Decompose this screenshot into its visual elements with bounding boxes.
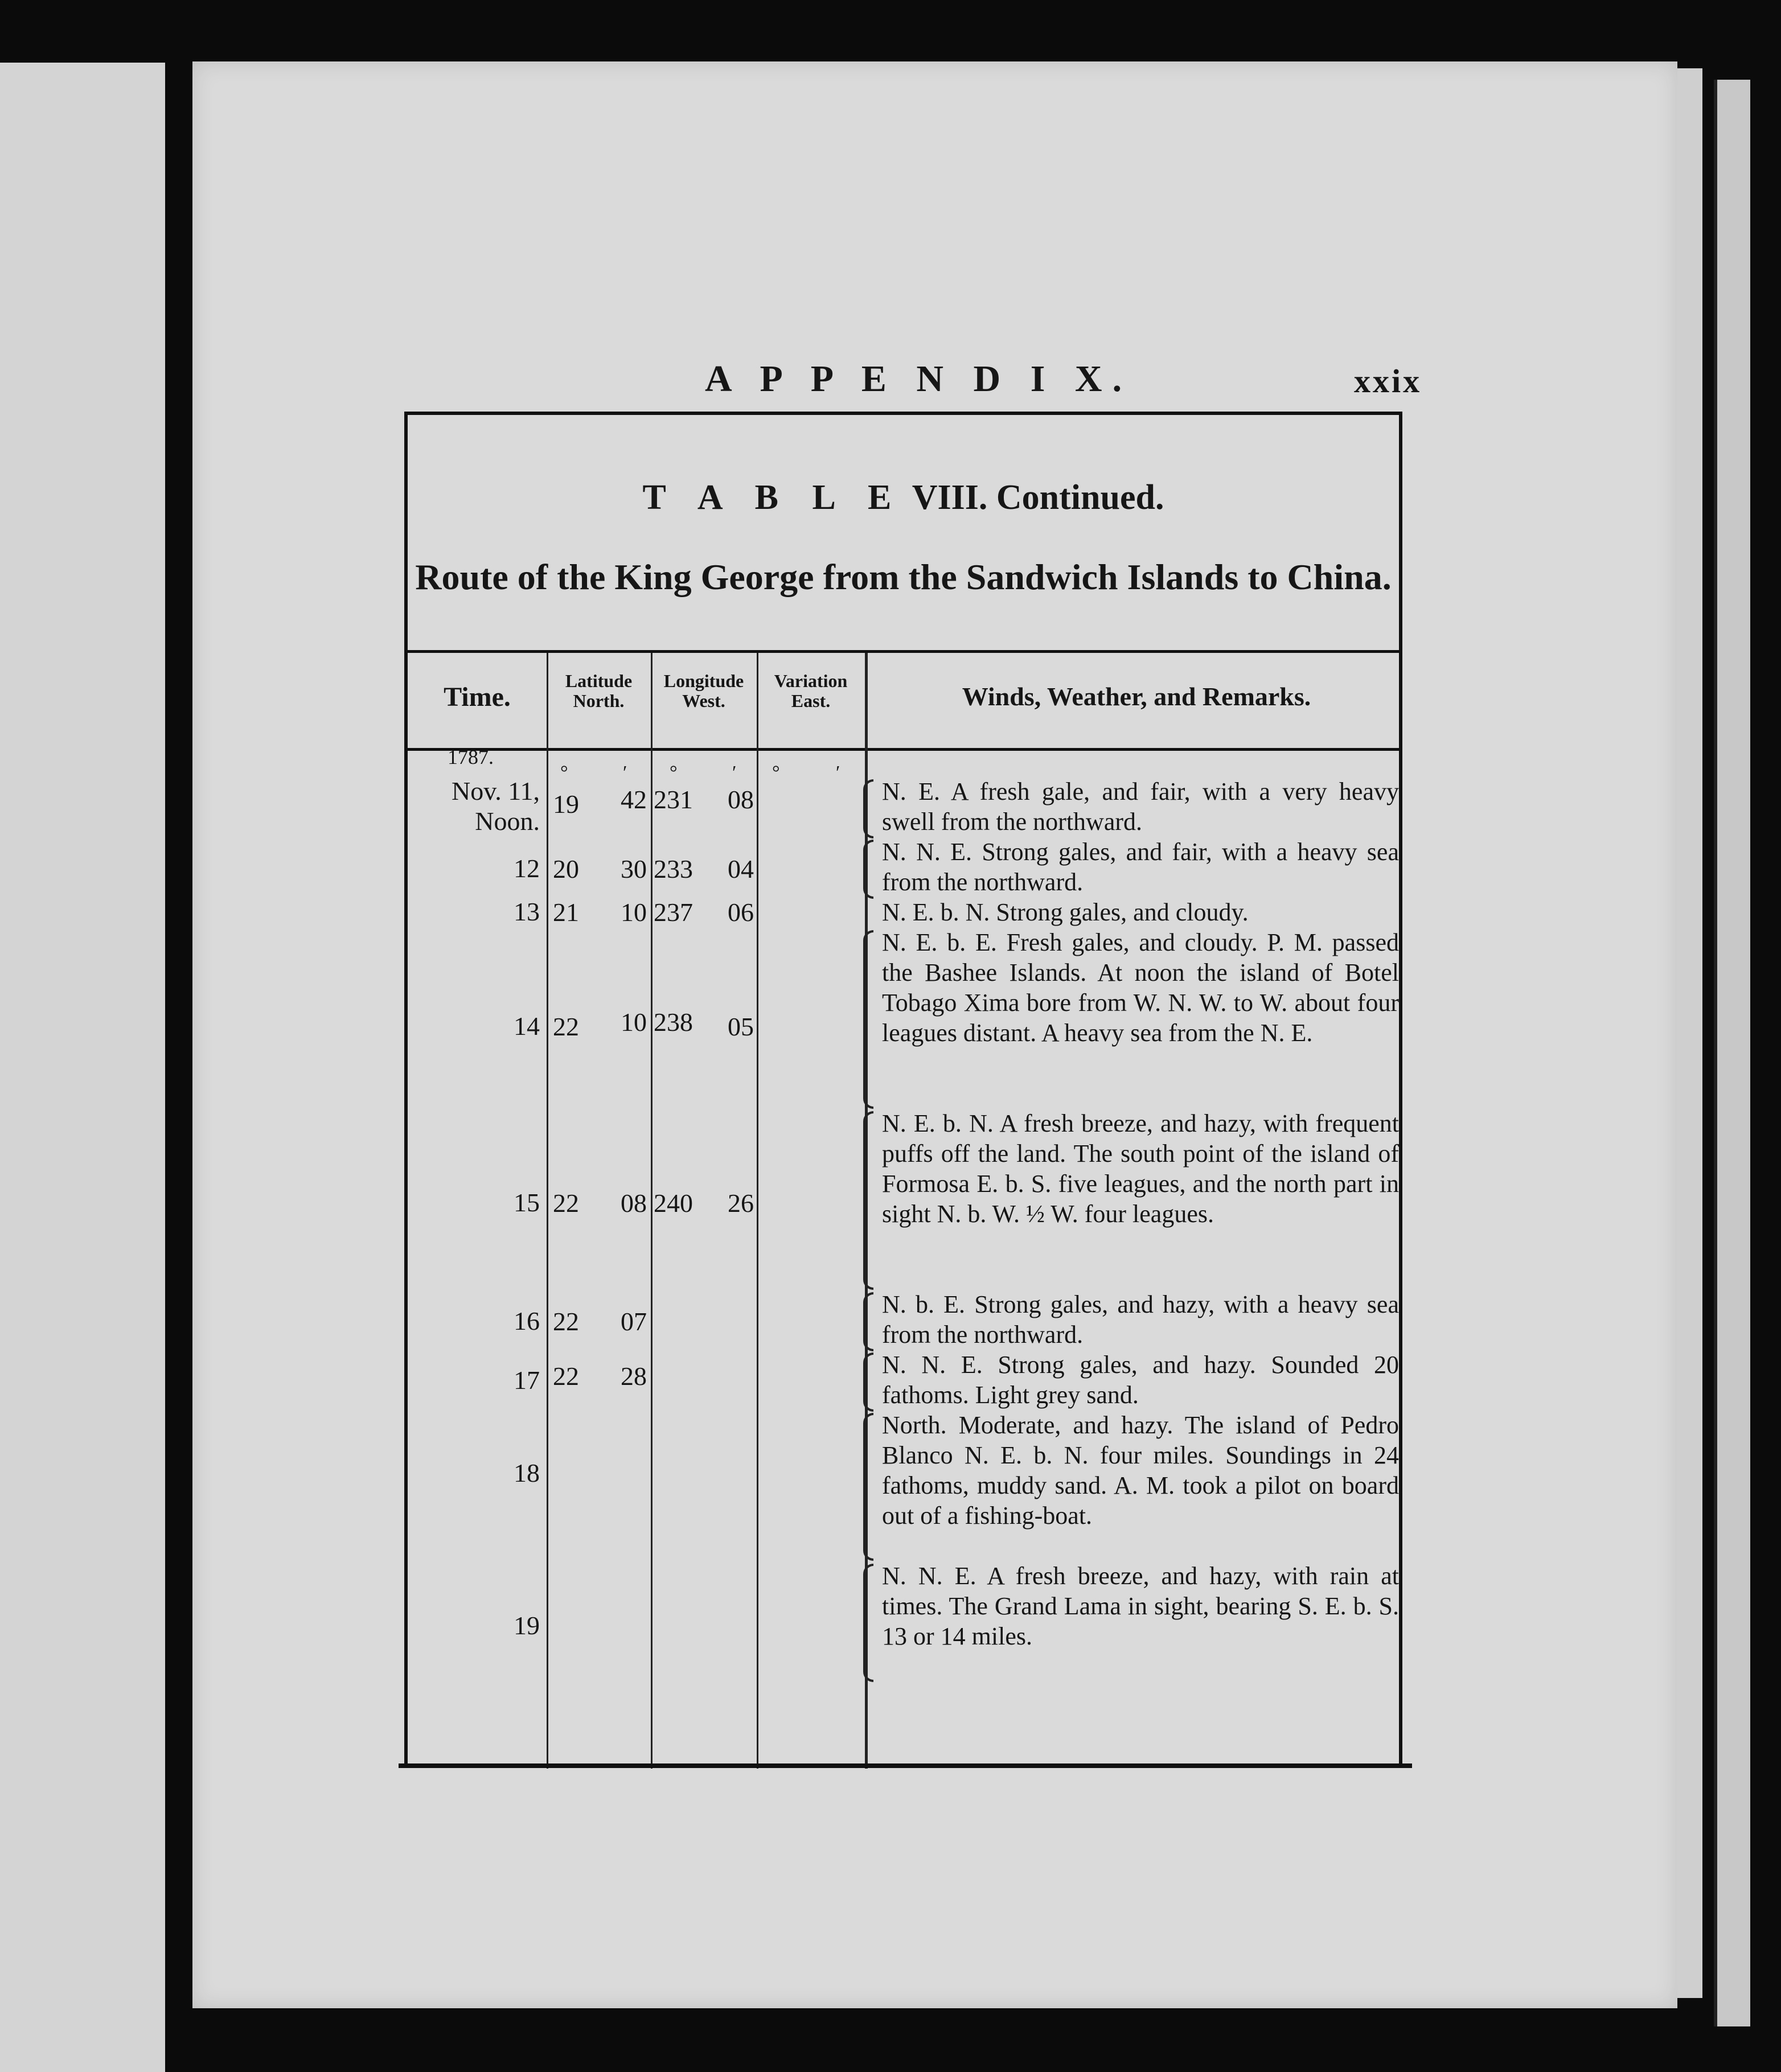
running-title: A P P E N D I X. — [705, 358, 1132, 400]
row-time: 15 — [514, 1188, 540, 1217]
row-brace — [863, 779, 873, 838]
longitude-minutes: 08 — [728, 785, 754, 814]
longitude-minutes: 26 — [728, 1189, 754, 1218]
book-page — [192, 61, 1677, 2008]
table-caption — [408, 478, 1399, 518]
latitude-minutes: 30 — [621, 854, 647, 883]
minute-mark: ′ — [836, 762, 840, 783]
running-head — [192, 357, 1677, 414]
column-divider — [547, 653, 548, 1769]
minute-mark: ′ — [732, 762, 737, 783]
latitude-degrees: 22 — [553, 1307, 579, 1336]
latitude-degrees: 22 — [553, 1189, 579, 1218]
degree-mark: ° — [670, 762, 678, 783]
column-header-longitude: Longitude West. — [663, 671, 744, 712]
latitude-degrees: 22 — [553, 1012, 579, 1041]
latitude-minutes: 10 — [621, 1008, 647, 1037]
row-remarks: N. N. E. Strong gales, and fair, with a heavy sea from the northward. — [882, 838, 1399, 896]
page-number: xxix — [1354, 363, 1422, 400]
column-header-latitude: Latitude North. — [565, 671, 633, 712]
latitude-degrees: 21 — [553, 898, 579, 927]
row-remarks: N. E. b. N. Strong gales, and cloudy. — [882, 898, 1249, 926]
page-stack-edge — [1714, 80, 1750, 2026]
column-header-time: Time. — [444, 682, 511, 712]
latitude-minutes: 07 — [621, 1307, 647, 1336]
latitude-degrees: 22 — [553, 1362, 579, 1391]
table-caption-number: VIII. Continued. — [912, 478, 1164, 517]
table-caption-label: T A B L E — [642, 478, 904, 517]
longitude-minutes: 04 — [728, 854, 754, 883]
latitude-minutes: 28 — [621, 1362, 647, 1391]
column-header-variation: Variation East. — [774, 671, 848, 712]
row-remarks: N. E. b. N. A fresh breeze, and hazy, with frequent puffs off the land. The south point of the island of Formosa E. b. S. five leagues, and the north part in sight N. b. W. ½ W. four leagues. — [882, 1109, 1399, 1228]
row-time: 18 — [514, 1458, 540, 1487]
row-brace — [863, 1352, 873, 1412]
row-remarks: N. E. b. E. Fresh gales, and cloudy. P. M. passed the Bashee Islands. At noon the island of Botel Tobago Xima bore from W. N. W. to W. about four leagues distant. A heavy sea from the N. E. — [882, 928, 1399, 1047]
column-header-remarks: Winds, Weather, and Remarks. — [962, 682, 1311, 711]
header-rule — [408, 748, 1399, 751]
row-time: 17 — [514, 1366, 540, 1395]
row-brace — [863, 1292, 873, 1351]
row-time: 19 — [514, 1611, 540, 1640]
row-brace — [863, 1564, 873, 1682]
table-bottom-rule — [399, 1763, 1412, 1768]
column-divider — [651, 653, 653, 1769]
row-remarks: N. N. E. A fresh breeze, and hazy, with rain at times. The Grand Lama in sight, bearing S. E. b. S. 13 or 14 miles. — [882, 1562, 1399, 1650]
table-rule — [408, 650, 1399, 653]
longitude-degrees: 233 — [654, 854, 693, 883]
latitude-minutes: 42 — [621, 785, 647, 814]
latitude-minutes: 08 — [621, 1189, 647, 1218]
longitude-minutes: 06 — [728, 898, 754, 927]
row-time: 13 — [514, 897, 540, 926]
longitude-degrees: 238 — [654, 1008, 693, 1037]
year-label: 1787. — [448, 746, 494, 768]
table-subtitle: Route of the King George from the Sandwich Islands to China. — [415, 557, 1392, 597]
longitude-degrees: 240 — [654, 1189, 693, 1218]
latitude-degrees: 19 — [553, 790, 579, 819]
row-time: 14 — [514, 1012, 540, 1041]
row-brace — [863, 930, 873, 1109]
row-time: Nov. 11, Noon. — [451, 776, 540, 836]
column-divider — [757, 653, 758, 1769]
minute-mark: ′ — [623, 762, 627, 783]
row-time: 12 — [514, 854, 540, 883]
row-remarks: North. Moderate, and hazy. The island of Pedro Blanco N. E. b. N. four miles. Soundings in 24 fathoms, muddy sand. A. M. took a pilot on board out of a fishing-boat. — [882, 1411, 1399, 1530]
row-remarks: N. b. E. Strong gales, and hazy, with a heavy sea from the northward. — [882, 1290, 1399, 1349]
row-time: 16 — [514, 1306, 540, 1335]
degree-mark: ° — [772, 762, 780, 783]
facing-page-edge — [0, 63, 165, 2072]
data-table — [404, 412, 1402, 1766]
latitude-degrees: 20 — [553, 854, 579, 883]
row-brace — [863, 840, 873, 899]
row-remarks: N. E. A fresh gale, and fair, with a very heavy swell from the northward. — [882, 778, 1399, 836]
latitude-minutes: 10 — [621, 898, 647, 927]
longitude-degrees: 231 — [654, 785, 693, 814]
row-remarks: N. N. E. Strong gales, and hazy. Sounded 20 fathoms. Light grey sand. — [882, 1351, 1399, 1409]
row-brace — [863, 1413, 873, 1561]
row-brace — [863, 1111, 873, 1290]
degree-mark: ° — [560, 762, 568, 783]
longitude-minutes: 05 — [728, 1012, 754, 1041]
longitude-degrees: 237 — [654, 898, 693, 927]
